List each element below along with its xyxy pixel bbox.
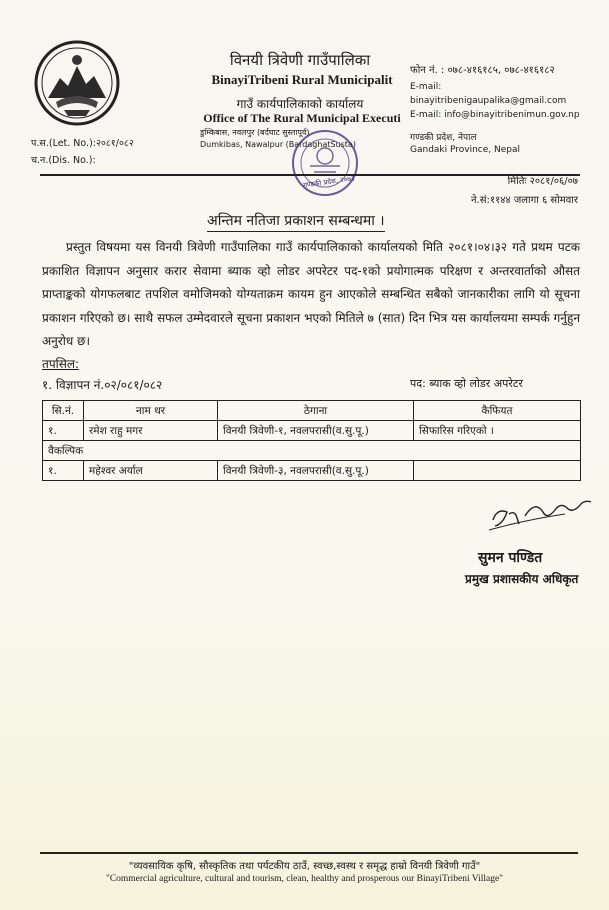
letter-number: प.स.(Let. No.):२०८१/०८२ [31,138,134,149]
cell-name: रमेश राहु मगर [84,421,218,441]
province-english: Gandaki Province, Nepal [410,145,521,155]
registration-date: ने.सं:११४४ जलागा ६ सोमवार [471,195,578,206]
stamp-text: गण्डकी प्रदेश, २०७३ [302,174,356,190]
nepal-government-emblem [34,40,120,126]
alternate-label-row [43,441,581,461]
phone-numbers: फोन नं. : ०७८-४१६१८५, ०७८-४१६१८२ [410,65,555,76]
cell-address: विनयी त्रिवेणी-१, नवलपरासी(व.सु.पू.) [218,421,414,441]
cell-name: महेश्वर अर्याल [84,461,218,481]
col-name: नाम थर [84,401,218,421]
email-gov-link[interactable]: E-mail: info@binayitribenimun.gov.np [410,110,580,120]
details-label: तपसिल: [42,357,80,371]
table-row [43,461,581,481]
subject-heading: अन्तिम नतिजा प्रकाशन सम्बन्धमा । [207,211,385,232]
cell-remarks: सिफारिस गरिएको । [414,421,581,441]
results-table [42,400,581,481]
address-english: Dumkibas, Nawalpur (BardaghatSusta) [200,140,356,149]
cell-remarks [414,461,581,481]
footer-divider [40,852,578,854]
slogan-english: "Commercial agriculture, cultural and tourism, clean, healthy and prosperous our BinayiTribeni Village" [105,874,504,884]
office-subtitle-nepali: गाउँ कार्यपालिकाको कार्यालय [236,97,364,111]
province-nepali: गण्डकी प्रदेश, नेपाल [410,133,477,143]
col-sn: सि.नं. [43,401,84,421]
advertisement-number: १. विज्ञापन नं.०२/०८१/०८२ [42,378,163,392]
table-row [43,421,581,441]
email-gmail-link[interactable]: binayitribenigaupalika@gmail.com [410,96,567,106]
table-header-row [43,401,581,421]
col-remarks: कैफियत [414,401,581,421]
handwritten-signature [485,490,595,535]
signatory-name: सुमन पण्डित [478,550,543,566]
address-nepali: डुम्किबास, नवलपुर (बर्दघाट सुस्तापूर्व) [200,128,310,137]
alternate-label: वैकल्पिक [43,441,581,461]
office-subtitle-english: Office of The Rural Municipal Executi [203,111,401,125]
body-paragraph: प्रस्तुत विषयमा यस विनयी त्रिवेणी गाउँपालिका गाउँ कार्यपालिकाको कार्यालयको मिति २०८१।०४।३२ गते प्रथम पटक प्रकाशित विज्ञापन अनुसार करार सेवामा ब्याक व्हो लोडर अपरेटर पद-१को प्रयोगात्मक परिक्षण र अन्तरवार्ताको औसत प्राप्ताङ्कको योगफलबाट तपशिल वमोजिमको योग्यताक्रम कायम हुन आएकोले सम्बन्धित सबैको जानकारीका लागि यो सूचना प्रकाशन गरिएको छ। साथै सफल उम्मेदवारले सूचना प्रकाशन भएको मितिले ७ (सात) दिन भित्र यस कार्यालयमा सम्पर्क गर्नुहुन अनुरोध छ। [42,240,580,348]
cell-sn: १. [43,421,84,441]
office-name-english: BinayiTribeni Rural Municipalit [211,72,393,87]
office-name-nepali: विनयी त्रिवेणी गाउँपालिका [229,51,371,69]
col-address: ठेगाना [218,401,414,421]
dispatch-number: च.न.(Dis. No.): [31,155,96,166]
notice-body [42,236,580,354]
slogan-nepali: "व्यवसायिक कृषि, सौस्कृतिक तथा पर्यटकीय ठाउँ, स्वच्छ,स्वस्थ र समृद्ध हाम्रो विनयी त्रिवेणी गाउँ" [128,861,481,872]
cell-sn: १. [43,461,84,481]
signatory-designation: प्रमुख प्रशासकीय अधिकृत [465,572,579,586]
post-name: पद: ब्याक व्हो लोडर अपरेटर [410,377,523,390]
email-label: E-mail: [410,82,442,92]
date: मितिः २०८१/०६/०७ [507,176,578,187]
cell-address: विनयी त्रिवेणी-३, नवलपरासी(व.सु.पू.) [218,461,414,481]
